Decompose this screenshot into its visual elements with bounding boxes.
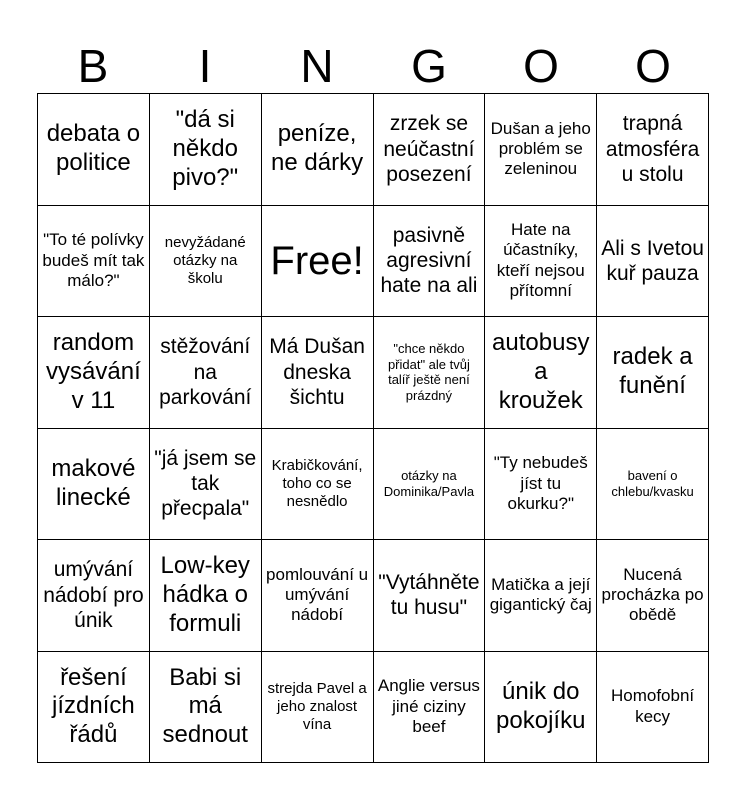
bingo-cell[interactable]: "dá si někdo pivo?" bbox=[150, 94, 262, 206]
bingo-cell[interactable]: bavení o chlebu/kvasku bbox=[597, 429, 709, 541]
bingo-cell[interactable]: Ali s Ivetou kuř pauza bbox=[597, 206, 709, 318]
bingo-cell[interactable]: Hate na účastníky, kteří nejsou přítomní bbox=[485, 206, 597, 318]
bingo-cell[interactable]: "Vytáhněte tu husu" bbox=[374, 540, 486, 652]
bingo-cell[interactable]: řešení jízdních řádů bbox=[38, 652, 150, 764]
bingo-cell[interactable]: umývání nádobí pro únik bbox=[38, 540, 150, 652]
bingo-cell[interactable]: Matička a její gigantický čaj bbox=[485, 540, 597, 652]
bingo-board bbox=[37, 93, 709, 763]
bingo-cell[interactable]: radek a funění bbox=[597, 317, 709, 429]
bingo-cell[interactable]: Dušan a jeho problém se zeleninou bbox=[485, 94, 597, 206]
bingo-cell[interactable]: makové linecké bbox=[38, 429, 150, 541]
bingo-cell[interactable]: "já jsem se tak přecpala" bbox=[150, 429, 262, 541]
bingo-cell[interactable]: nevyžádané otázky na školu bbox=[150, 206, 262, 318]
header-letter: G bbox=[411, 40, 447, 92]
header-letter: O bbox=[635, 40, 671, 92]
bingo-cell[interactable]: Nucená procházka po obědě bbox=[597, 540, 709, 652]
bingo-cell[interactable]: peníze, ne dárky bbox=[262, 94, 374, 206]
bingo-cell[interactable]: random vysávání v 11 bbox=[38, 317, 150, 429]
bingo-cell[interactable]: Krabičkování, toho co se nesnědlo bbox=[262, 429, 374, 541]
bingo-cell[interactable]: stěžování na parkování bbox=[150, 317, 262, 429]
bingo-cell[interactable]: trapná atmosféra u stolu bbox=[597, 94, 709, 206]
free-space-cell[interactable]: Free! bbox=[262, 206, 374, 318]
header-letter: N bbox=[300, 40, 334, 92]
bingo-cell[interactable]: strejda Pavel a jeho znalost vína bbox=[262, 652, 374, 764]
bingo-cell[interactable]: Babi si má sednout bbox=[150, 652, 262, 764]
bingo-cell[interactable]: Low-key hádka o formuli bbox=[150, 540, 262, 652]
bingo-cell[interactable]: "Ty nebudeš jíst tu okurku?" bbox=[485, 429, 597, 541]
bingo-cell[interactable]: Anglie versus jiné ciziny beef bbox=[374, 652, 486, 764]
bingo-cell[interactable]: pasivně agresivní hate na ali bbox=[374, 206, 486, 318]
bingo-cell[interactable]: "chce někdo přidat" ale tvůj talíř ještě není prázdný bbox=[374, 317, 486, 429]
bingo-cell[interactable]: zrzek se neúčastní posezení bbox=[374, 94, 486, 206]
bingo-cell[interactable]: otázky na Dominika/Pavla bbox=[374, 429, 486, 541]
bingo-cell[interactable]: pomlouvání u umývání nádobí bbox=[262, 540, 374, 652]
header-letter: B bbox=[77, 40, 109, 92]
bingo-cell[interactable]: autobusy a kroužek bbox=[485, 317, 597, 429]
bingo-cell[interactable]: Homofobní kecy bbox=[597, 652, 709, 764]
header-letter: O bbox=[523, 40, 559, 92]
bingo-cell[interactable]: "To té polívky budeš mít tak málo?" bbox=[38, 206, 150, 318]
bingo-header bbox=[37, 38, 709, 94]
header-letter: I bbox=[198, 40, 212, 92]
bingo-cell[interactable]: únik do pokojíku bbox=[485, 652, 597, 764]
bingo-cell[interactable]: debata o politice bbox=[38, 94, 150, 206]
bingo-cell[interactable]: Má Dušan dneska šichtu bbox=[262, 317, 374, 429]
